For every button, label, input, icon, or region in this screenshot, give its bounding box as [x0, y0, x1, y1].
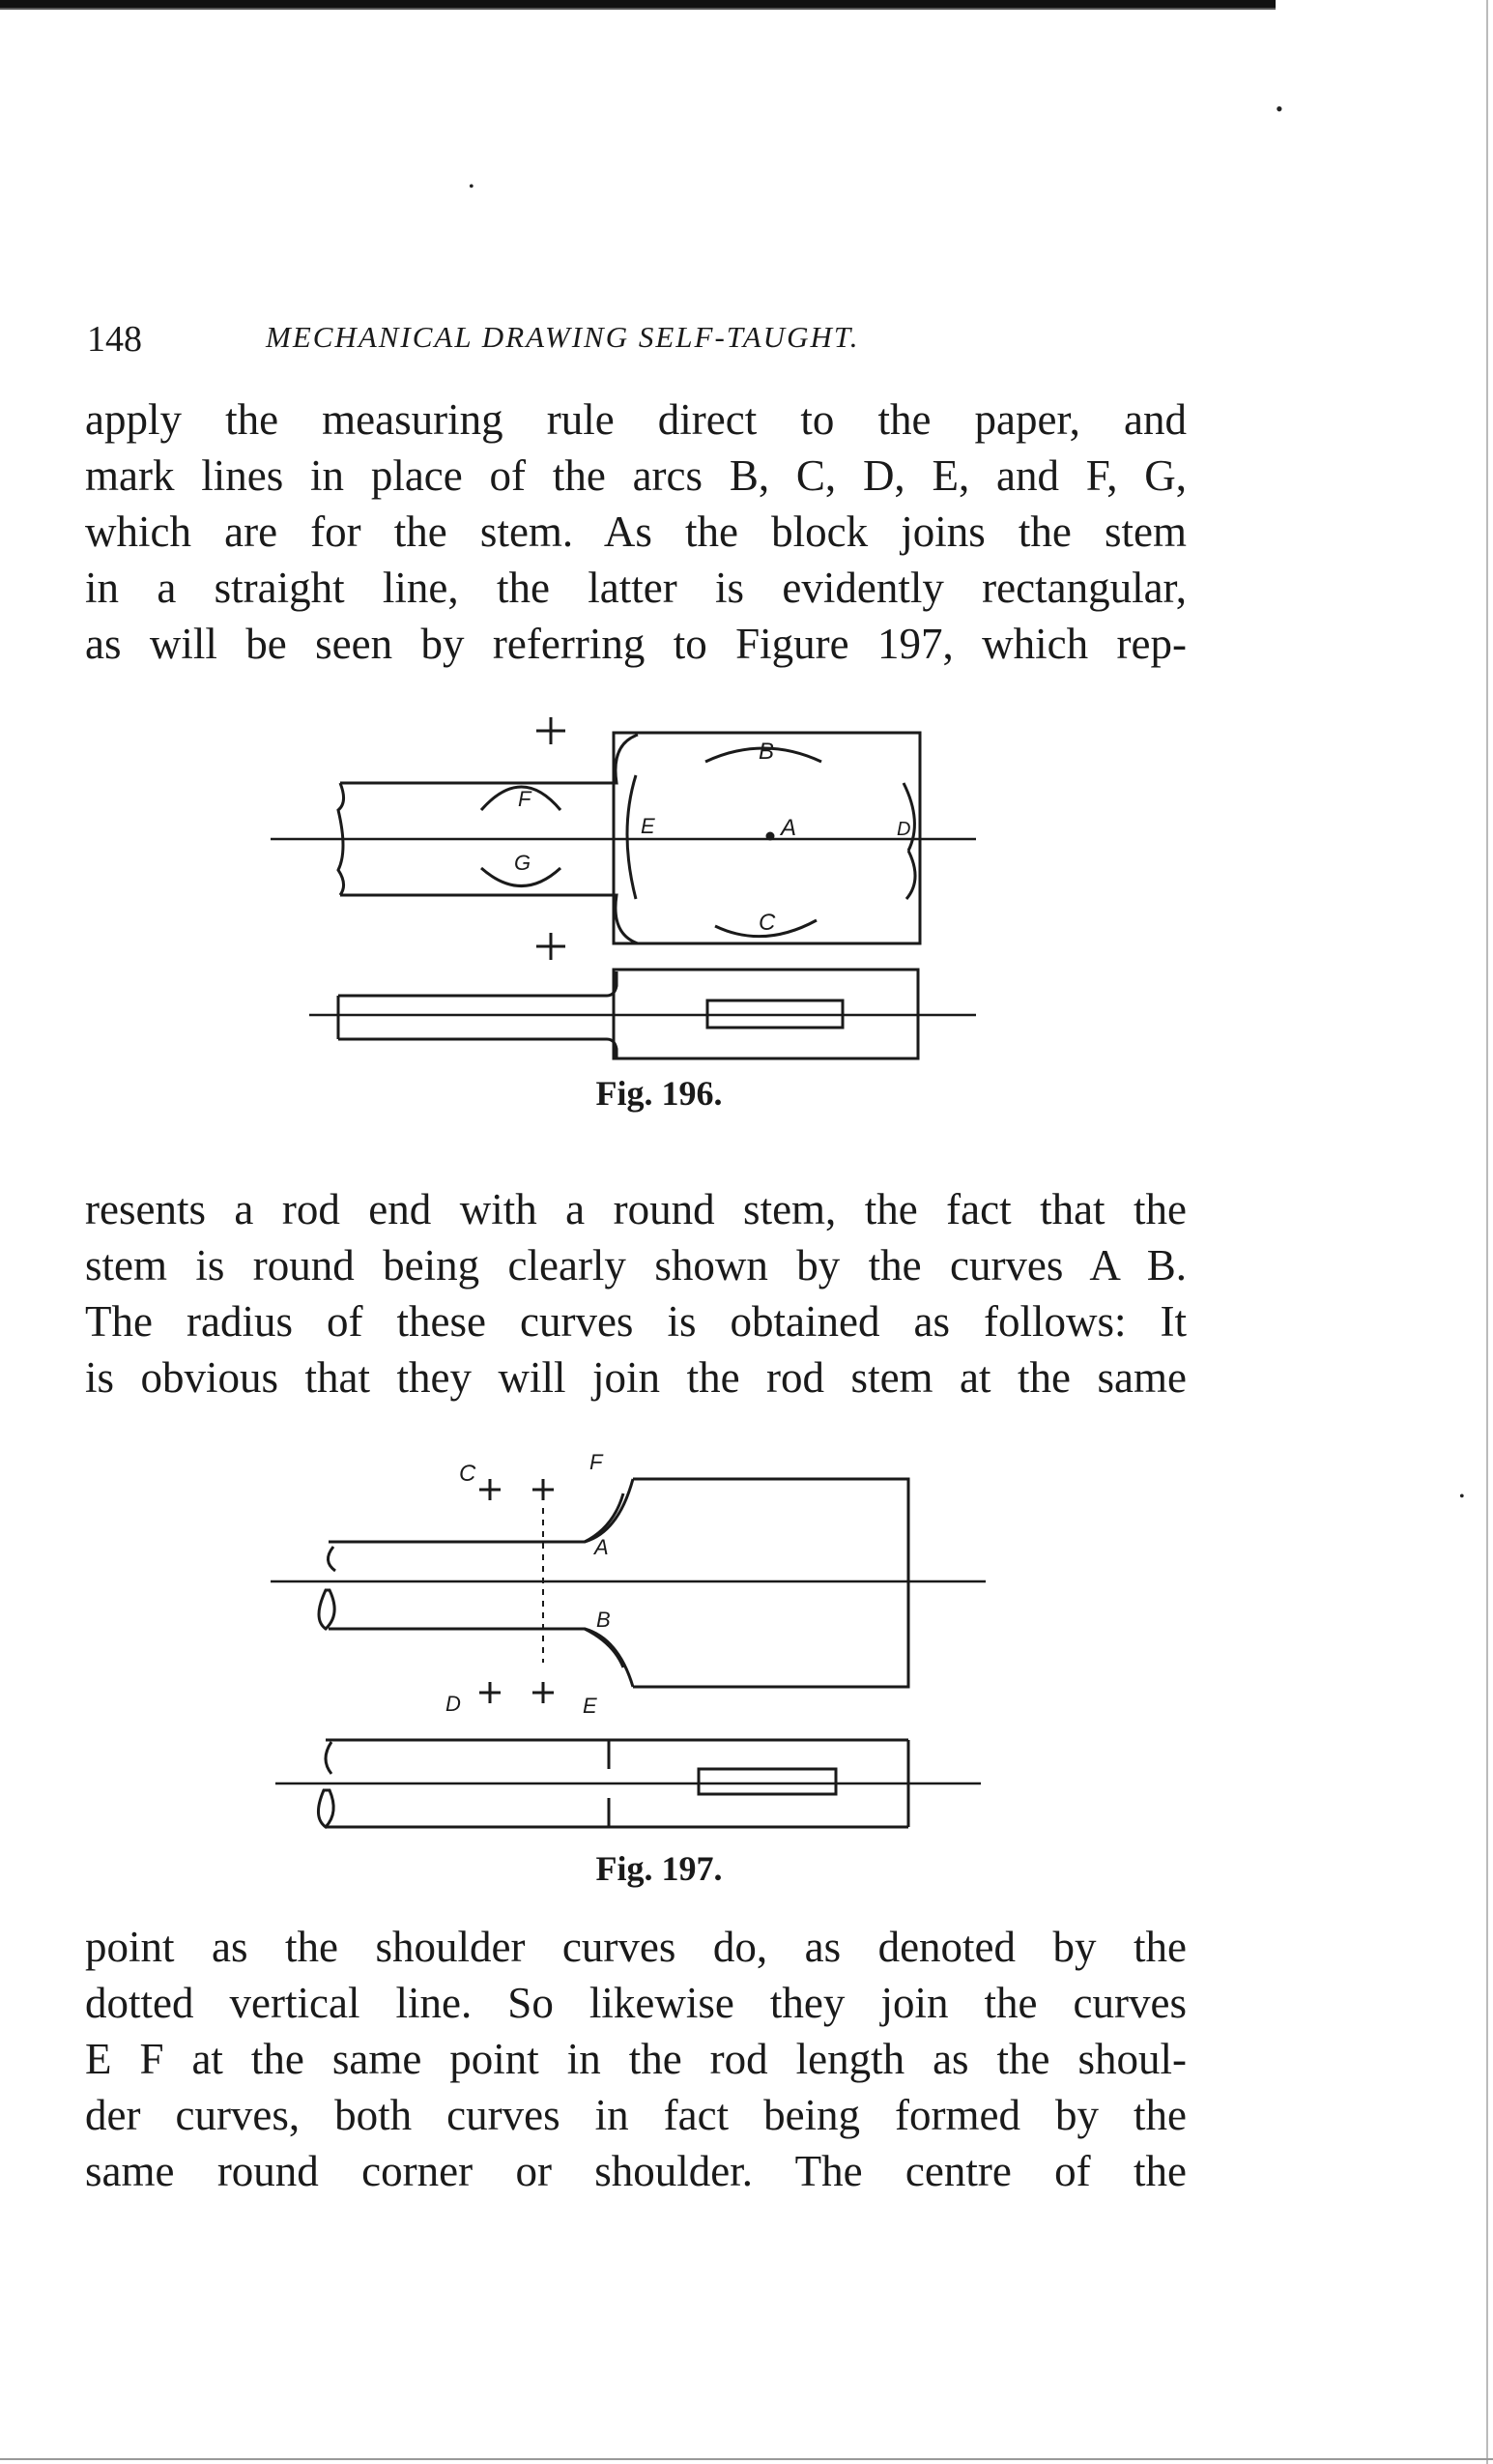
top-border-rule — [0, 0, 1276, 8]
paragraph-2 — [85, 1181, 1187, 1406]
fig196-label-a: A — [781, 815, 797, 841]
figure-197-caption: Fig. 197. — [595, 1849, 723, 1888]
text-line: The radius of these curves is obtained as follows: It — [85, 1297, 1187, 1346]
text-line: resents a rod end with a round stem, the fact that the — [85, 1185, 1187, 1233]
fig196-stem-bottom — [340, 895, 638, 943]
figure-196-drawing — [271, 706, 1005, 1063]
fig196-label-c: C — [759, 910, 776, 936]
fig196-stem-top — [340, 735, 638, 783]
fig196-arc-d2 — [906, 851, 915, 899]
text-line: E F at the same point in the rod length as the shoul- — [85, 2035, 1187, 2083]
page-header — [87, 314, 1189, 362]
text-line: as will be seen by referring to Figure 197, which rep- — [85, 620, 1187, 668]
fig197-center-mark-top — [532, 1479, 554, 1500]
fig197-side-view — [275, 1740, 981, 1827]
fig197-label-f: F — [589, 1450, 603, 1474]
fig196-plan-view — [271, 717, 976, 960]
fig196-label-b: B — [759, 739, 775, 765]
fig197-stem-section-top — [328, 1547, 335, 1571]
text-line: der curves, both curves in fact being formed by the — [85, 2091, 1187, 2139]
fig196-side-view — [309, 970, 976, 1058]
fig196-center-point-a — [767, 833, 773, 839]
text-line: point as the shoulder curves do, as denoted by the — [85, 1923, 1187, 1971]
fig197-side-section-bottom — [318, 1790, 333, 1827]
fig197-stem-bottom — [329, 1629, 633, 1687]
bottom-page-edge — [0, 2458, 1493, 2460]
paragraph-1 — [85, 391, 1187, 672]
right-page-edge — [1486, 0, 1488, 2464]
page-number: 148 — [87, 319, 142, 360]
text-line: which are for the stem. As the block joins the stem — [85, 507, 1187, 556]
fig196-arc-e — [627, 775, 636, 899]
figure-197-drawing — [266, 1440, 1000, 1837]
top-border-rule-thin — [0, 8, 1276, 10]
fig197-label-e: E — [583, 1694, 597, 1718]
scan-speck-icon: • — [469, 179, 474, 195]
fig196-label-e: E — [641, 814, 655, 838]
fig197-label-c: C — [459, 1461, 476, 1487]
fig196-arc-d — [904, 783, 914, 851]
scan-speck-icon: • — [1459, 1489, 1465, 1505]
fig197-center-mark-c — [479, 1479, 501, 1500]
fig197-plan-view — [271, 1450, 986, 1718]
fig197-side-slot — [699, 1769, 836, 1794]
fig196-label-d: D — [897, 819, 911, 840]
fig197-side-section-top — [326, 1742, 331, 1774]
running-title: MECHANICAL DRAWING SELF-TAUGHT. — [266, 320, 860, 354]
figure-196-caption: Fig. 196. — [595, 1074, 723, 1113]
fig197-curve-b — [585, 1629, 623, 1667]
fig197-label-d: D — [445, 1692, 461, 1716]
fig197-label-a: A — [594, 1535, 609, 1559]
fig197-block — [633, 1479, 908, 1687]
fig196-label-g: G — [514, 851, 531, 875]
text-line: mark lines in place of the arcs B, C, D, E, and F, G, — [85, 451, 1187, 500]
fig196-side-stem-top — [338, 971, 617, 996]
scan-speck-icon: • — [1276, 97, 1283, 121]
fig196-center-mark-bottom — [536, 933, 565, 960]
fig197-stem-section-bottom — [319, 1590, 334, 1629]
fig196-center-mark-top — [536, 717, 565, 744]
text-line: is obvious that they will join the rod stem at the same — [85, 1353, 1187, 1402]
text-line: stem is round being clearly shown by the curves A B. — [85, 1241, 1187, 1290]
text-line: dotted vertical line. So likewise they join the curves — [85, 1979, 1187, 2027]
fig196-label-f: F — [518, 787, 531, 811]
fig197-center-mark-bottom — [532, 1682, 554, 1703]
fig196-side-stem-bottom — [338, 1039, 617, 1058]
text-line: apply the measuring rule direct to the paper, and — [85, 395, 1187, 444]
fig197-label-b: B — [596, 1608, 611, 1632]
text-line: in a straight line, the latter is evidently rectangular, — [85, 564, 1187, 612]
text-line: same round corner or shoulder. The centre of the — [85, 2147, 1187, 2195]
fig197-center-mark-d — [479, 1682, 501, 1703]
paragraph-3 — [85, 1919, 1187, 2199]
